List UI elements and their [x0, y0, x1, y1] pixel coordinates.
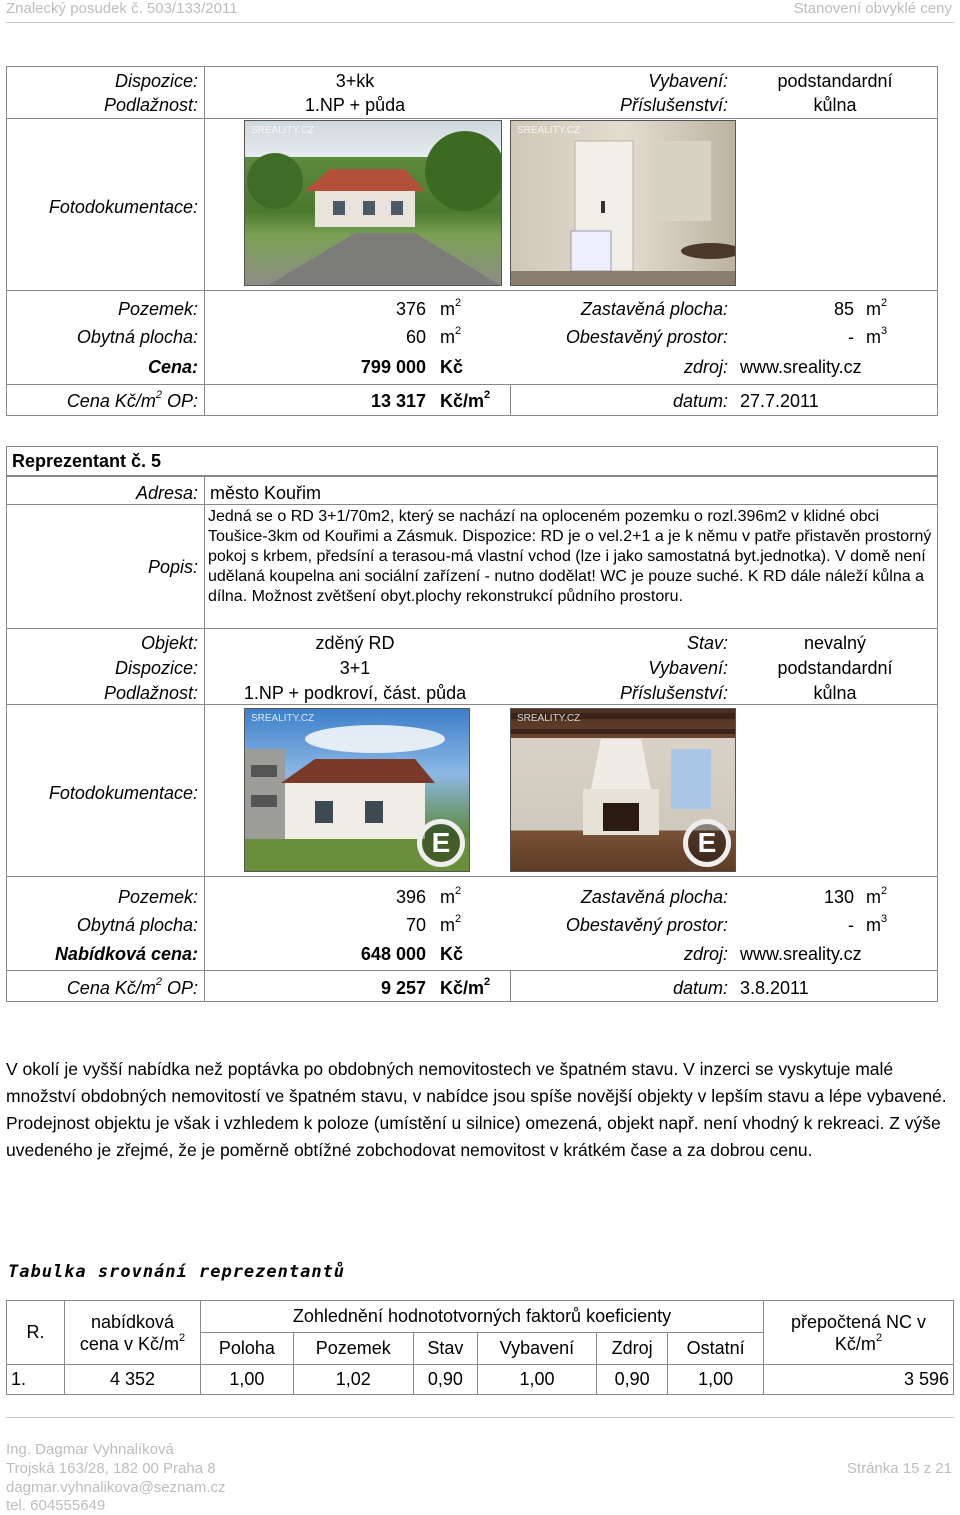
rep4-pozemek-label: Pozemek:: [117, 299, 198, 319]
rep4-zastavena-unit: $m^2$: [866, 297, 888, 319]
rep4-zdroj-label: zdroj:: [683, 357, 728, 377]
rep5-podlaznost-label: Podlažnost:: [103, 683, 198, 703]
cell-vybaveni: 1,00: [477, 1365, 596, 1395]
rep4-vybaveni-value: podstandardní: [777, 71, 893, 91]
col-header-nabidkova: nabídková cena v $Kč/m^2$: [65, 1301, 201, 1365]
market-commentary-paragraph: V okolí je vyšší nabídka než poptávka po obdobných nemovitostech ve špatném stavu. V inzerci se vyskytuje malé množství obdobných nemovitostí ve špatném stavu, v nabídce jsou spíše novější objekty v lepším stavu a lépe vybavené. Prodejnost objektu je však i vzhledem k poloze (umístění u silnice) omezená, objekt např. není vhodný k rekreaci. Z výše uvedeného je zřejmé, že je poměrně obtížné zobchodovat nemovitost v krátkém čase a za dobrou cenu.: [6, 1059, 947, 1160]
rep4-cena-currency: Kč: [440, 357, 464, 377]
rep4-zastavena-value: 85: [833, 299, 854, 319]
col-header-poloha: Poloha: [201, 1333, 294, 1365]
cell-nc: 3 596: [764, 1365, 954, 1395]
rep4-zastavena-label: Zastavěná plocha:: [580, 299, 728, 319]
rep5-divider: [6, 970, 938, 971]
rep5-podlaznost-value: 1.NP + podkroví, část. půda: [243, 683, 467, 703]
cell-ostatni: 1,00: [668, 1365, 764, 1395]
rep5-zastavena-label: Zastavěná plocha:: [580, 887, 728, 907]
rep5-objekt-value: zděný RD: [315, 633, 395, 653]
comparison-table-title: Tabulka srovnání reprezentantů: [8, 1262, 346, 1282]
rep5-prislusenstvi-value: kůlna: [813, 683, 857, 703]
rep5-zastavena-unit: $m^2$: [866, 885, 888, 907]
rep5-stav-value: nevalný: [803, 633, 867, 653]
energy-label-icon: E: [683, 819, 731, 867]
rep4-obytna-label: Obytná plocha:: [76, 327, 198, 347]
rep4-obestaveny-unit: $m^3$: [866, 325, 888, 347]
rep5-pozemek-value: 396: [395, 887, 426, 907]
rep5-adresa-label: Adresa:: [135, 483, 198, 503]
rep5-photo-interior-watermark: SREALITY.CZ: [517, 713, 581, 724]
rep4-podlaznost-label: Podlažnost:: [103, 95, 198, 115]
rep4-obestaveny-label: Obestavěný prostor:: [565, 327, 728, 347]
rep4-cena-value: 799 000: [360, 357, 426, 377]
rep4-dispozice-label: Dispozice:: [114, 71, 198, 91]
rep4-photo-interior: [510, 120, 736, 286]
rep4-divider: [6, 384, 938, 385]
col-header-r: R.: [7, 1301, 65, 1365]
cell-r: 1.: [7, 1365, 65, 1395]
rep4-cena-m2-label: Cena $Kč/m^2$ OP:: [66, 389, 198, 411]
cell-stav: 0,90: [413, 1365, 477, 1395]
rep5-obytna-label: Obytná plocha:: [76, 915, 198, 935]
footer-name: Ing. Dagmar Vyhnalíková: [6, 1441, 174, 1458]
footer-email: dagmar.vyhnalikova@seznam.cz: [6, 1479, 226, 1496]
rep5-datum-label: datum:: [672, 978, 728, 998]
col-header-stav: Stav: [413, 1333, 477, 1365]
rep5-foto-label: Fotodokumentace:: [48, 783, 198, 803]
rep4-divider: [510, 384, 511, 416]
rep5-label-column-divider: [204, 476, 205, 1002]
rep5-dispozice-label: Dispozice:: [114, 658, 198, 678]
rep5-zdroj-value: www.sreality.cz: [740, 944, 862, 964]
rep4-obytna-value: 60: [405, 327, 426, 347]
rep5-photo-exterior-watermark: SREALITY.CZ: [251, 713, 315, 724]
header-divider: [6, 22, 954, 23]
rep5-pozemek-unit: $m^2$: [440, 885, 462, 907]
rep4-podlaznost-value: 1.NP + půda: [304, 95, 406, 115]
cell-pozemek: 1,02: [293, 1365, 413, 1395]
energy-label-icon: E: [417, 819, 465, 867]
rep5-adresa-value: město Kouřim: [210, 483, 322, 503]
rep5-zdroj-label: zdroj:: [683, 944, 728, 964]
rep5-datum-value: 3.8.2011: [740, 978, 809, 998]
rep4-divider: [6, 290, 938, 291]
col-header-ostatni: Ostatní: [668, 1333, 764, 1365]
rep4-datum-label: datum:: [672, 391, 728, 411]
rep5-photo-interior: [510, 708, 736, 872]
footer-divider: [6, 1417, 954, 1418]
rep5-vybaveni-label: Vybavení:: [648, 658, 728, 678]
rep5-obestaveny-value: -: [848, 915, 854, 935]
footer-page-number: Stránka 15 z 21: [846, 1460, 952, 1477]
cell-poloha: 1,00: [201, 1365, 294, 1395]
rep4-datum-value: 27.7.2011: [740, 391, 819, 411]
rep5-divider: [6, 876, 938, 877]
rep5-divider: [6, 504, 938, 505]
cell-cena: 4 352: [65, 1365, 201, 1395]
rep5-cena-label: Nabídková cena:: [54, 944, 198, 964]
comparison-table: [6, 1300, 954, 1395]
rep5-cena-m2-value: 9 257: [380, 978, 426, 998]
rep5-objekt-label: Objekt:: [140, 633, 198, 653]
rep5-divider: [510, 970, 511, 1002]
page-header: [0, 0, 960, 22]
col-header-factors: Zohlednění hodnototvorných faktorů koeficienty: [201, 1301, 764, 1333]
rep5-photo-exterior: [244, 708, 470, 872]
rep4-photo-interior-watermark: SREALITY.CZ: [517, 125, 581, 136]
rep5-cena-currency: Kč: [440, 944, 464, 964]
rep5-divider: [6, 628, 938, 629]
footer-address: Trojská 163/28, 182 00 Praha 8: [6, 1460, 216, 1477]
rep4-obytna-unit: $m^2$: [440, 325, 462, 347]
rep5-title: Reprezentant č. 5: [12, 451, 162, 471]
rep5-obytna-value: 70: [405, 915, 426, 935]
rep4-divider: [6, 118, 938, 119]
rep4-pozemek-value: 376: [395, 299, 426, 319]
cell-zdroj: 0,90: [596, 1365, 667, 1395]
rep4-zdroj-value: www.sreality.cz: [740, 357, 862, 377]
col-header-vybaveni: Vybavení: [477, 1333, 596, 1365]
rep4-cena-m2-unit: $Kč/m^2$: [440, 389, 491, 411]
rep5-popis-text: Jedná se o RD 3+1/70m2, který se nachází na oploceném pozemku o rozl.396m2 v klidné obci Toušice-3km od Kouřimi a Zásmuk. Dispozice: RD je o vel.2+1 a je k němu v patře přistavěn prostorný pokoj s krbem, předsíní a terasou-má vlastní vchod (lze i jako samostatná byt.jednotka). V domě není udělaná koupelna ani sociální zařízení - nutno dodělat! WC je pouze suché. K RD dále náleží kůlna a dílna. Možnost zvětšení obyt.plochy rekonstrukcí půdního prostoru.: [208, 508, 932, 605]
col-header-prepoctena: přepočtená NC v $Kč/m^2$: [764, 1301, 954, 1365]
col-header-zdroj: Zdroj: [596, 1333, 667, 1365]
header-doc-title: Znalecký posudek č. 503/133/2011: [6, 0, 238, 17]
rep4-obestaveny-value: -: [848, 327, 854, 347]
rep5-dispozice-value: 3+1: [339, 658, 371, 678]
rep5-cena-m2-label: Cena $Kč/m^2$ OP:: [66, 976, 198, 998]
table-row: [7, 1365, 954, 1395]
rep5-prislusenstvi-label: Příslušenství:: [619, 683, 728, 703]
rep4-cena-m2-value: 13 317: [370, 391, 426, 411]
rep5-obytna-unit: $m^2$: [440, 913, 462, 935]
rep4-pozemek-unit: $m^2$: [440, 297, 462, 319]
rep5-zastavena-value: 130: [823, 887, 854, 907]
rep4-photo-exterior: [244, 120, 502, 286]
col-header-pozemek: Pozemek: [293, 1333, 413, 1365]
rep4-prislusenstvi-value: kůlna: [813, 95, 857, 115]
rep5-stav-label: Stav:: [686, 633, 728, 653]
footer-phone: tel. 604555649: [6, 1497, 106, 1514]
rep5-obestaveny-unit: $m^3$: [866, 913, 888, 935]
rep5-cena-m2-unit: $Kč/m^2$: [440, 976, 491, 998]
rep5-popis-label: Popis:: [147, 557, 198, 577]
rep4-cena-label: Cena:: [147, 357, 198, 377]
rep5-cena-value: 648 000: [360, 944, 426, 964]
rep5-pozemek-label: Pozemek:: [117, 887, 198, 907]
header-section-title: Stanovení obvyklé ceny: [793, 0, 952, 17]
rep4-photo-exterior-watermark: SREALITY.CZ: [251, 125, 315, 136]
rep4-prislusenstvi-label: Příslušenství:: [619, 95, 728, 115]
rep5-obestaveny-label: Obestavěný prostor:: [565, 915, 728, 935]
rep4-foto-label: Fotodokumentace:: [48, 197, 198, 217]
rep4-dispozice-value: 3+kk: [335, 71, 375, 91]
rep5-divider: [6, 704, 938, 705]
rep5-vybaveni-value: podstandardní: [777, 658, 893, 678]
rep4-vybaveni-label: Vybavení:: [648, 71, 728, 91]
